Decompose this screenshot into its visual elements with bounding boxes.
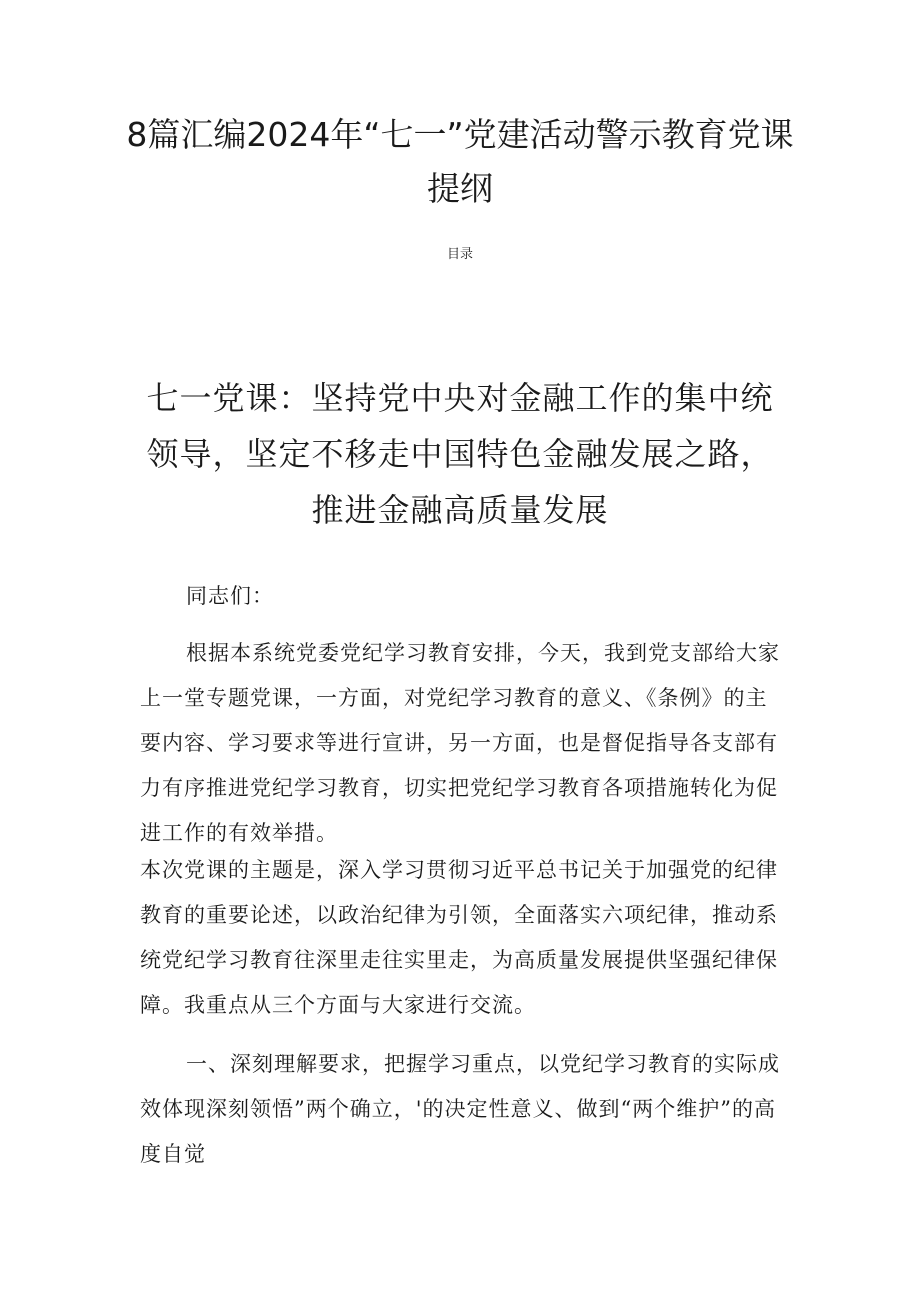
section-title: 七一党课：坚持党中央对金融工作的集中统领导，坚定不移走中国特色金融发展之路，推进金融高质量发展 (146, 379, 774, 529)
body-paragraph-3: 一、深刻理解要求，把握学习重点，以党纪学习教育的实际成效体现深刻领悟”两个确立，'的决定性意义、做到“两个维护”的高度自觉 (140, 1052, 780, 1166)
table-of-contents-label: 目录 (446, 247, 473, 262)
body-paragraph-2: 本次党课的主题是，深入学习贯彻习近平总书记关于加强党的纪律教育的重要论述，以政治纪律为引领，全面落实六项纪律，推动系统党纪学习教育往深里走往实里走，为高质量发展提供坚强纪律保障。我重点从三个方面与大家进行交流。 (140, 858, 778, 1017)
salutation: 同志们： (186, 584, 274, 608)
document-title: 8篇汇编2024年“七一”党建活动警示教育党课提纲 (126, 115, 794, 208)
body-paragraph-1: 根据本系统党委党纪学习教育安排，今天，我到党支部给大家上一堂专题党课，一方面，对党纪学习教育的意义、《条例》的主要内容、学习要求等进行宣讲，另一方面，也是督促指导各支部有力有序推进党纪学习教育，切实把党纪学习教育各项措施转化为促进工作的有效举措。 (140, 641, 780, 845)
